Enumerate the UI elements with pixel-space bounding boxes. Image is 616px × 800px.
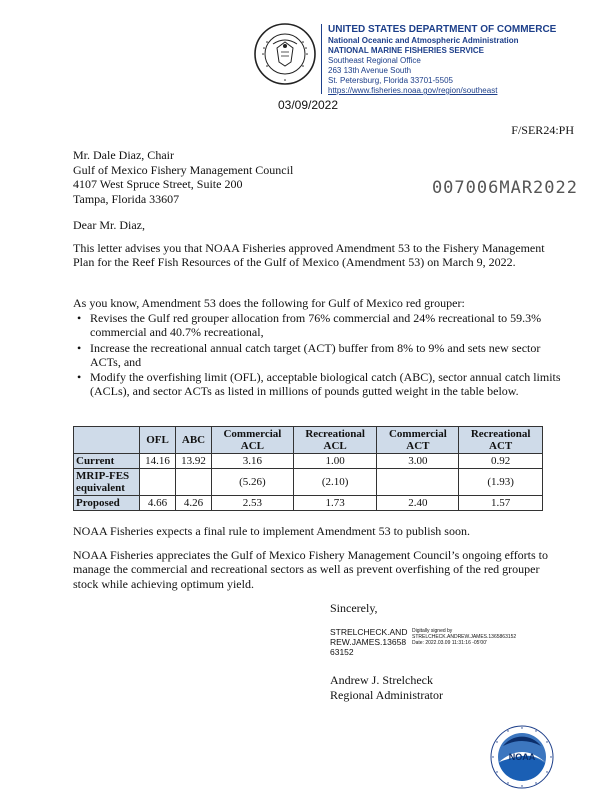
salutation: Dear Mr. Diaz, — [73, 218, 145, 232]
closing: Sincerely, — [330, 601, 378, 615]
reference-code: F/SER24:PH — [511, 123, 574, 137]
paragraph-approval: This letter advises you that NOAA Fisheries approved Amendment 53 to the Fishery Management Plan for the Reef Fish Resources of the Gulf of Mexico (Amendment 53) on March 9, 2022. — [73, 241, 545, 270]
table-cell: 3.16 — [212, 454, 294, 469]
paragraph-intro: As you know, Amendment 53 does the following for Gulf of Mexico red grouper: — [73, 296, 465, 310]
noaa-logo-text: NOAA — [508, 752, 536, 762]
table-header-cell: Commercial ACT — [377, 427, 459, 454]
letterhead — [328, 24, 556, 96]
digital-signature — [330, 627, 522, 657]
letterhead-agency-noaa: National Oceanic and Atmospheric Administration — [328, 36, 519, 45]
catch-limits-table — [73, 426, 543, 511]
list-item: • Increase the recreational annual catch target (ACT) buffer from 8% to 9% and sets new sector ACTs, and — [73, 341, 573, 370]
signature-details — [412, 628, 522, 646]
table-cell: 1.00 — [293, 454, 377, 469]
table-cell: 2.53 — [212, 496, 294, 511]
signature-date: Date: 2022.03.09 11:31:16 -05'00' — [412, 640, 487, 646]
amendment-bullet-list — [73, 311, 573, 400]
table-header-row — [74, 427, 543, 454]
signature-digital-name: STRELCHECK.ANDREW.JAMES.1365863152 — [412, 634, 517, 640]
table-cell: 14.16 — [140, 454, 176, 469]
table-cell — [377, 469, 459, 496]
table-cell: (1.93) — [459, 469, 543, 496]
recipient-address — [73, 148, 293, 206]
table-cell: (5.26) — [212, 469, 294, 496]
address-line: Gulf of Mexico Fishery Management Council — [73, 162, 294, 177]
received-stamp: 007006MAR2022 — [431, 178, 578, 198]
table-row — [74, 496, 543, 511]
table-cell — [176, 469, 212, 496]
table-header-cell: ABC — [176, 427, 212, 454]
letterhead-department: UNITED STATES DEPARTMENT OF COMMERCE — [328, 24, 557, 35]
table-cell: 13.92 — [176, 454, 212, 469]
letterhead-city: St. Petersburg, Florida 33701-5505 — [328, 76, 453, 85]
commerce-seal-icon — [253, 22, 317, 86]
letter-date: 03/09/2022 — [277, 98, 339, 112]
table-header-cell: OFL — [140, 427, 176, 454]
table-cell: 3.00 — [377, 454, 459, 469]
letterhead-street: 263 13th Avenue South — [328, 66, 412, 75]
list-item: • Modify the overfishing limit (OFL), acceptable biological catch (ABC), sector annual catch limits (ACLs), and sector ACTs as listed in millions of pounds gutted weight in the table below. — [73, 370, 573, 399]
table-row — [74, 454, 543, 469]
paragraph-appreciation: NOAA Fisheries appreciates the Gulf of Mexico Fishery Management Council’s ongoing efforts to manage the commercial and recreational sectors as well as prevent overfishing of the red grouper stock while achieving optimum yield. — [73, 548, 549, 591]
table-cell: 4.66 — [140, 496, 176, 511]
letterhead-url-link[interactable]: https://www.fisheries.noaa.gov/region/southeast — [328, 86, 498, 95]
table-cell — [140, 469, 176, 496]
address-line: Mr. Dale Diaz, Chair — [73, 148, 174, 162]
table-row — [74, 469, 543, 496]
signer-title: Regional Administrator — [330, 687, 443, 702]
letterhead-divider — [321, 24, 322, 94]
table-cell: (2.10) — [293, 469, 377, 496]
table-header-cell — [74, 427, 140, 454]
paragraph-final-rule: NOAA Fisheries expects a final rule to implement Amendment 53 to publish soon. — [73, 524, 470, 538]
table-cell: 1.73 — [293, 496, 377, 511]
letterhead-office: Southeast Regional Office — [328, 56, 421, 65]
letterhead-agency-nmfs: NATIONAL MARINE FISHERIES SERVICE — [328, 46, 485, 55]
table-cell: 2.40 — [377, 496, 459, 511]
signature-label: Digitally signed by — [412, 628, 453, 634]
signer-block — [330, 673, 443, 702]
signer-name: Andrew J. Strelcheck — [330, 673, 433, 687]
table-header-cell: Recreational ACL — [293, 427, 377, 454]
table-row-label: Proposed — [74, 496, 140, 511]
table-row-label: Current — [74, 454, 140, 469]
table-row-label: MRIP-FES equivalent — [74, 469, 140, 496]
table-cell: 0.92 — [459, 454, 543, 469]
address-line: 4107 West Spruce Street, Suite 200 — [73, 177, 243, 191]
address-line: Tampa, Florida 33607 — [73, 191, 180, 206]
table-cell: 4.26 — [176, 496, 212, 511]
noaa-logo-icon — [489, 724, 555, 790]
table-header-cell: Commercial ACL — [212, 427, 294, 454]
table-header-cell: Recreational ACT — [459, 427, 543, 454]
list-item: • Revises the Gulf red grouper allocation from 76% commercial and 24% recreational to 59.3% commercial and 40.7% recreational, — [73, 311, 573, 340]
signature-name-block: STRELCHECK.AND REW.JAMES.13658 63152 — [330, 627, 408, 657]
table-cell: 1.57 — [459, 496, 543, 511]
